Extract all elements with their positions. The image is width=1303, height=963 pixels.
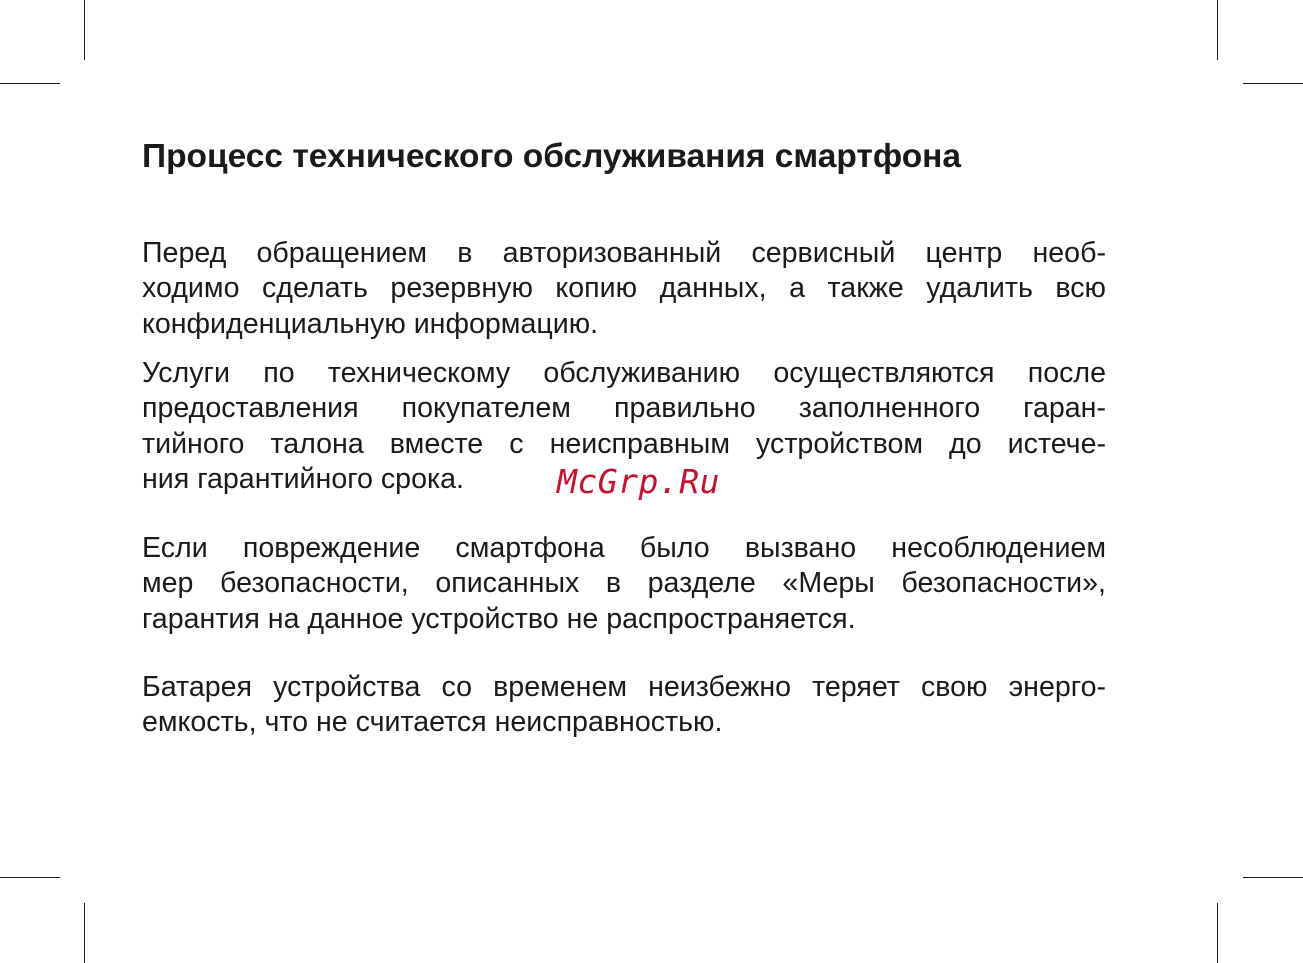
paragraph-line: Батарея устройства со временем неизбежно теряет свою энерго-: [142, 671, 1106, 703]
paragraph-line: Услуги по техническому обслуживанию осуществляются после: [142, 357, 1106, 389]
crop-mark-top-right-horizontal: [1243, 83, 1303, 84]
paragraph-line: конфиденциальную информацию.: [142, 307, 599, 340]
paragraph-line: мер безопасности, описанных в разделе «Меры безопасности»,: [142, 567, 1106, 600]
crop-mark-bottom-left-vertical: [84, 903, 85, 963]
paragraph-line: Если повреждение смартфона было вызвано несоблюдением: [142, 532, 1106, 564]
crop-mark-bottom-right-vertical: [1217, 903, 1218, 963]
crop-mark-bottom-right-horizontal: [1243, 877, 1303, 878]
paragraph-line: ходимо сделать резервную копию данных, а также удалить всю: [142, 272, 1106, 305]
crop-mark-top-right-vertical: [1217, 0, 1218, 60]
paragraph-line: гарантия на данное устройство не распространяется.: [142, 602, 856, 635]
crop-mark-top-left-vertical: [84, 0, 85, 60]
crop-mark-bottom-left-horizontal: [0, 877, 60, 878]
paragraph-line: тийного талона вместе с неисправным устройством до истече-: [142, 427, 1106, 460]
page-title: Процесс технического обслуживания смартфона: [142, 138, 962, 175]
paragraph-safety-violation: [142, 531, 1106, 637]
watermark-logo: McGrp.Ru: [557, 462, 720, 501]
paragraph-line: ния гарантийного срока.: [142, 462, 464, 495]
paragraph-line: предоставления покупателем правильно заполненного гаран-: [142, 392, 1106, 425]
paragraph-battery: [142, 670, 1106, 741]
crop-mark-top-left-horizontal: [0, 83, 60, 84]
paragraph-backup: [142, 236, 1106, 342]
paragraph-line: емкость, что не считается неисправностью.: [142, 706, 723, 739]
paragraph-line: Перед обращением в авторизованный сервисный центр необ-: [142, 237, 1106, 269]
